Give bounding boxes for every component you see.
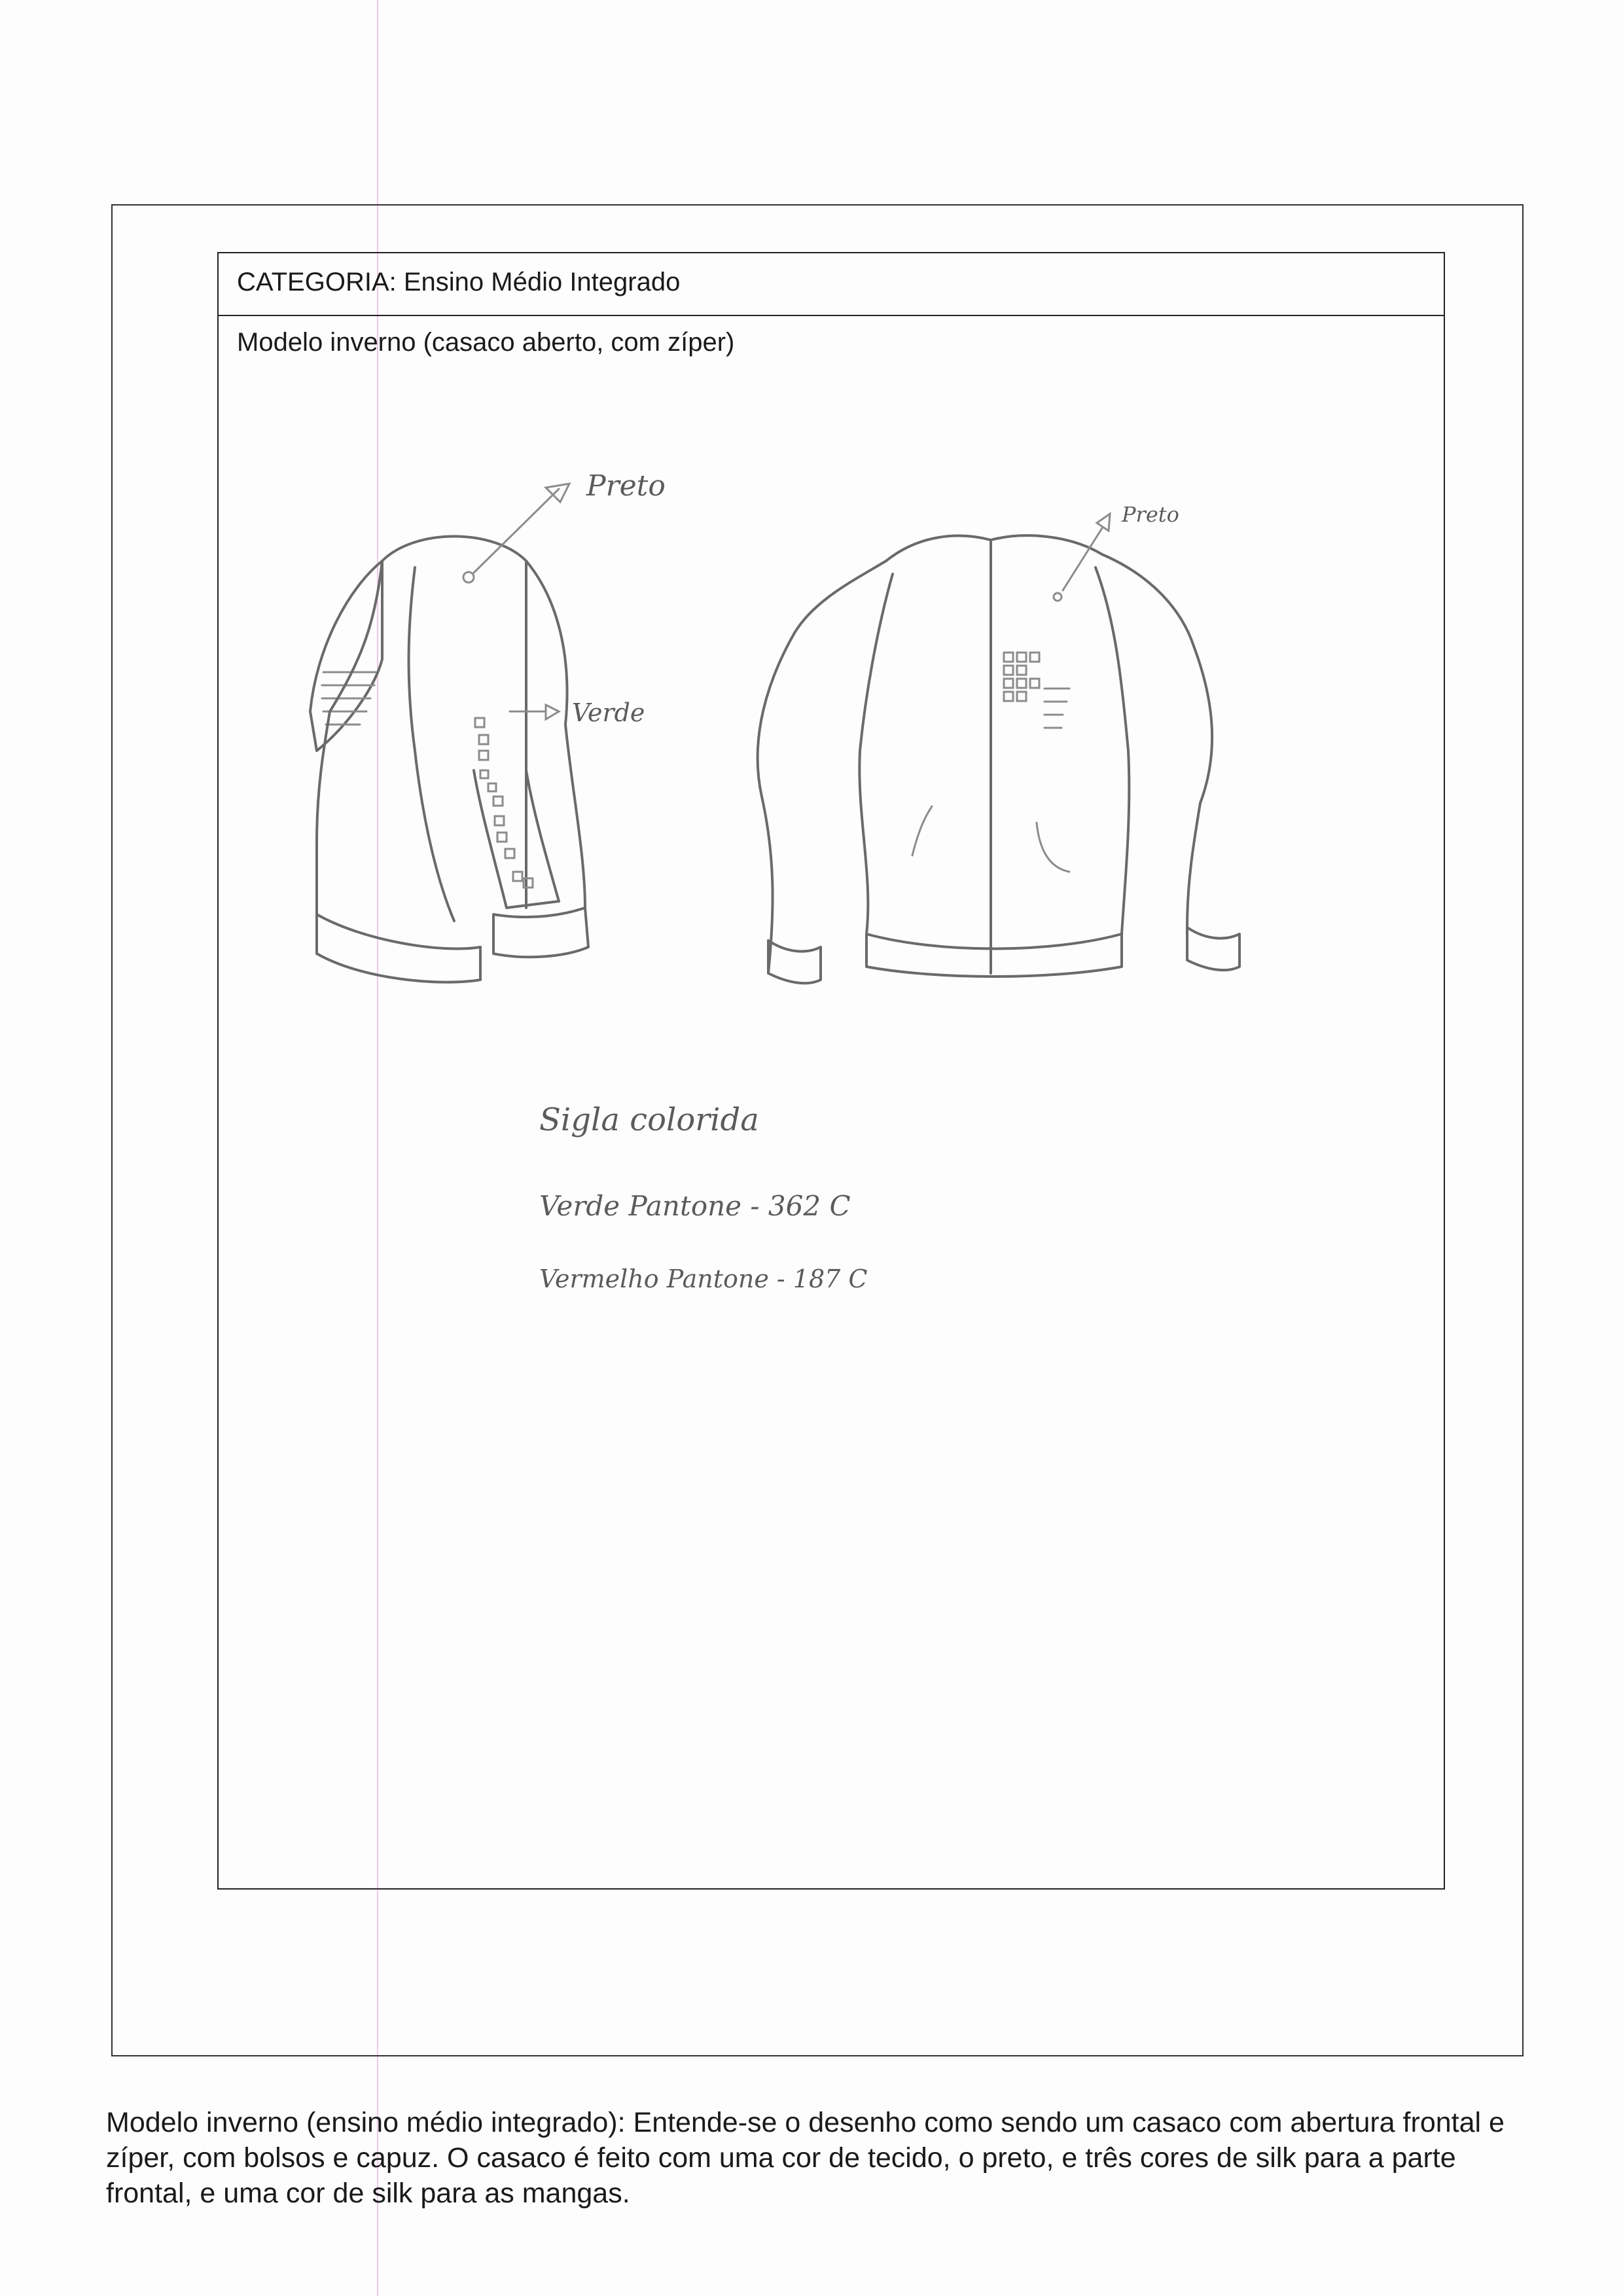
description-text: Modelo inverno (ensino médio integrado): Entende-se o desenho como sendo um casaco com abertura frontal e zíper, com bolsos e capuz. O casaco é feito com uma cor de tecido, o preto, e três cores de silk para a parte frontal, e uma cor de silk para as mangas.: [106, 2107, 1505, 2209]
side-view-jacket: [310, 469, 666, 982]
front-view-jacket: [758, 502, 1240, 983]
form-box: [217, 252, 1445, 1890]
legend-green: Verde Pantone - 362 C: [539, 1190, 851, 1222]
side-fabric-note: Preto: [586, 469, 666, 503]
legend-red: Vermelho Pantone - 187 C: [539, 1265, 868, 1293]
model-description: [106, 2105, 1533, 2211]
jacket-sketch: [219, 253, 1446, 1891]
color-legend: [539, 1102, 868, 1293]
chest-silk-logo: [1004, 653, 1069, 728]
legend-title: Sigla colorida: [539, 1102, 759, 1138]
category-label: CATEGORIA: Ensino Médio Integrado: [237, 268, 681, 296]
front-fabric-note: Preto: [1122, 502, 1179, 527]
model-title: Modelo inverno (casaco aberto, com zíper): [237, 328, 735, 357]
sleeve-silk-squares: [475, 718, 533, 888]
sleeve-color-note: Verde: [572, 698, 645, 727]
